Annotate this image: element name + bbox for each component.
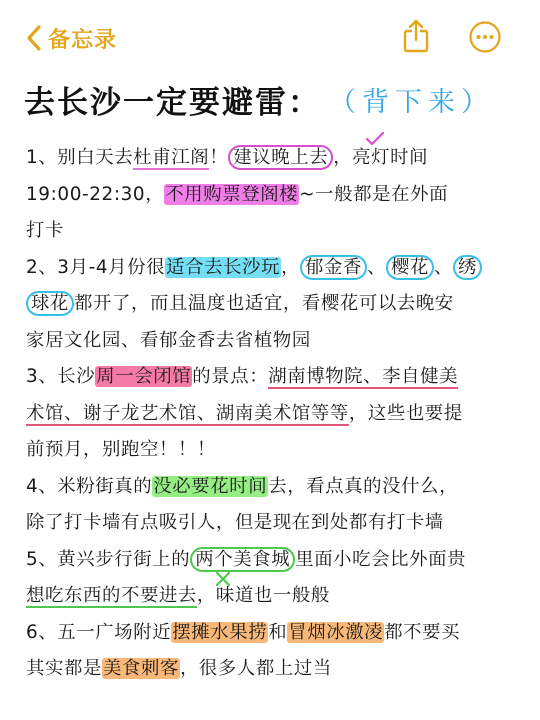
note-title: 去长沙一定要避雷： — [24, 84, 321, 121]
note-line-1 — [26, 140, 518, 177]
text-span: ！ — [209, 147, 229, 168]
note-line-4 — [26, 250, 518, 287]
handwritten-note: （背下来） — [329, 86, 494, 118]
underlined-text: 湖南博物院、李自健美 — [268, 366, 459, 387]
highlighted-text: 摆摊水果捞 — [172, 621, 268, 643]
more-icon[interactable] — [468, 20, 502, 54]
navigation-bar — [0, 0, 540, 70]
circled-text: 建议晚上去 — [228, 145, 333, 170]
note-line-3 — [26, 213, 518, 250]
underlined-text: 术馆、谢子龙艺术馆、湖南美术馆等等 — [26, 402, 349, 424]
text-span: 里面小吃会比外面贵 — [295, 548, 467, 570]
highlighted-text: 美食刺客 — [102, 658, 179, 679]
underlined-text: 杜甫江阁 — [133, 147, 210, 168]
circled-text: 两个美食城 — [190, 547, 295, 572]
note-line-11 — [26, 505, 518, 542]
circled-text: 绣 — [453, 255, 482, 280]
chevron-left-icon — [24, 23, 44, 53]
note-line-7 — [26, 359, 518, 396]
highlighted-text: 适合去长沙玩 — [166, 256, 281, 278]
back-label: 备忘录 — [48, 27, 118, 53]
text-span: 2、3月-4月份很 — [26, 256, 166, 278]
note-line-6 — [26, 323, 518, 360]
circled-text: 樱花 — [386, 255, 434, 280]
text-span: 都不要买 — [384, 621, 461, 643]
note-line-15 — [26, 651, 518, 688]
circled-text: 郁金香 — [300, 255, 367, 280]
text-span: 去，看点真的没什么， — [268, 475, 459, 497]
text-span: 的景点： — [192, 366, 269, 387]
text-span: 其实都是 — [26, 658, 102, 679]
cross-mark-icon — [214, 570, 232, 588]
note-line-10 — [26, 469, 518, 506]
circled-text: 球花 — [26, 291, 74, 316]
text-span: 6、五一广场附近 — [26, 621, 172, 643]
note-line-8 — [26, 396, 518, 433]
text-span: ，这些也要提 — [348, 402, 463, 424]
note-body — [26, 140, 518, 688]
check-mark-icon — [364, 130, 386, 148]
note-line-2 — [26, 177, 518, 214]
highlighted-text: 冒烟冰激凌 — [288, 621, 384, 643]
text-span: 都开了，而且温度也适宜，看樱花可以去晚安 — [73, 293, 454, 314]
highlighted-text: 没必要花时间 — [153, 475, 268, 497]
text-span: ，很多人都上过当 — [179, 658, 332, 679]
text-span: 前预月，别跑空！！！ — [26, 439, 216, 460]
text-span: 4、米粉街真的 — [26, 475, 153, 497]
highlighted-text: 不用购票登阁楼 — [165, 183, 299, 205]
share-icon[interactable] — [400, 18, 432, 54]
text-span: ~一般都是在外面 — [299, 183, 449, 205]
text-span: 5、黄兴步行街上的 — [26, 548, 191, 570]
back-button[interactable] — [24, 20, 117, 56]
text-span: ，亮灯时间 — [333, 147, 429, 168]
text-span: 打卡 — [26, 220, 64, 241]
text-span: 、 — [367, 256, 387, 278]
highlighted-text: 周一会闭馆 — [96, 366, 192, 387]
underlined-text: 想吃东西的不要进去 — [26, 585, 197, 606]
text-span: 19:00-22:30， — [26, 183, 165, 205]
text-span: 、 — [434, 256, 454, 278]
text-span: ，味道也一般般 — [196, 585, 330, 606]
note-line-5 — [26, 286, 518, 323]
note-title-row — [24, 74, 524, 124]
text-span: 1、别白天去 — [26, 147, 134, 168]
note-line-9 — [26, 432, 518, 469]
text-span: 家居文化园、看郁金香去省植物园 — [26, 329, 311, 351]
text-span: ， — [281, 256, 301, 278]
note-line-12 — [26, 542, 518, 579]
note-line-13 — [26, 578, 518, 615]
text-span: 3、长沙 — [26, 366, 96, 387]
text-span: 和 — [268, 621, 288, 643]
note-line-14 — [26, 615, 518, 652]
text-span: 除了打卡墙有点吸引人，但是现在到处都有打卡墙 — [26, 512, 444, 533]
